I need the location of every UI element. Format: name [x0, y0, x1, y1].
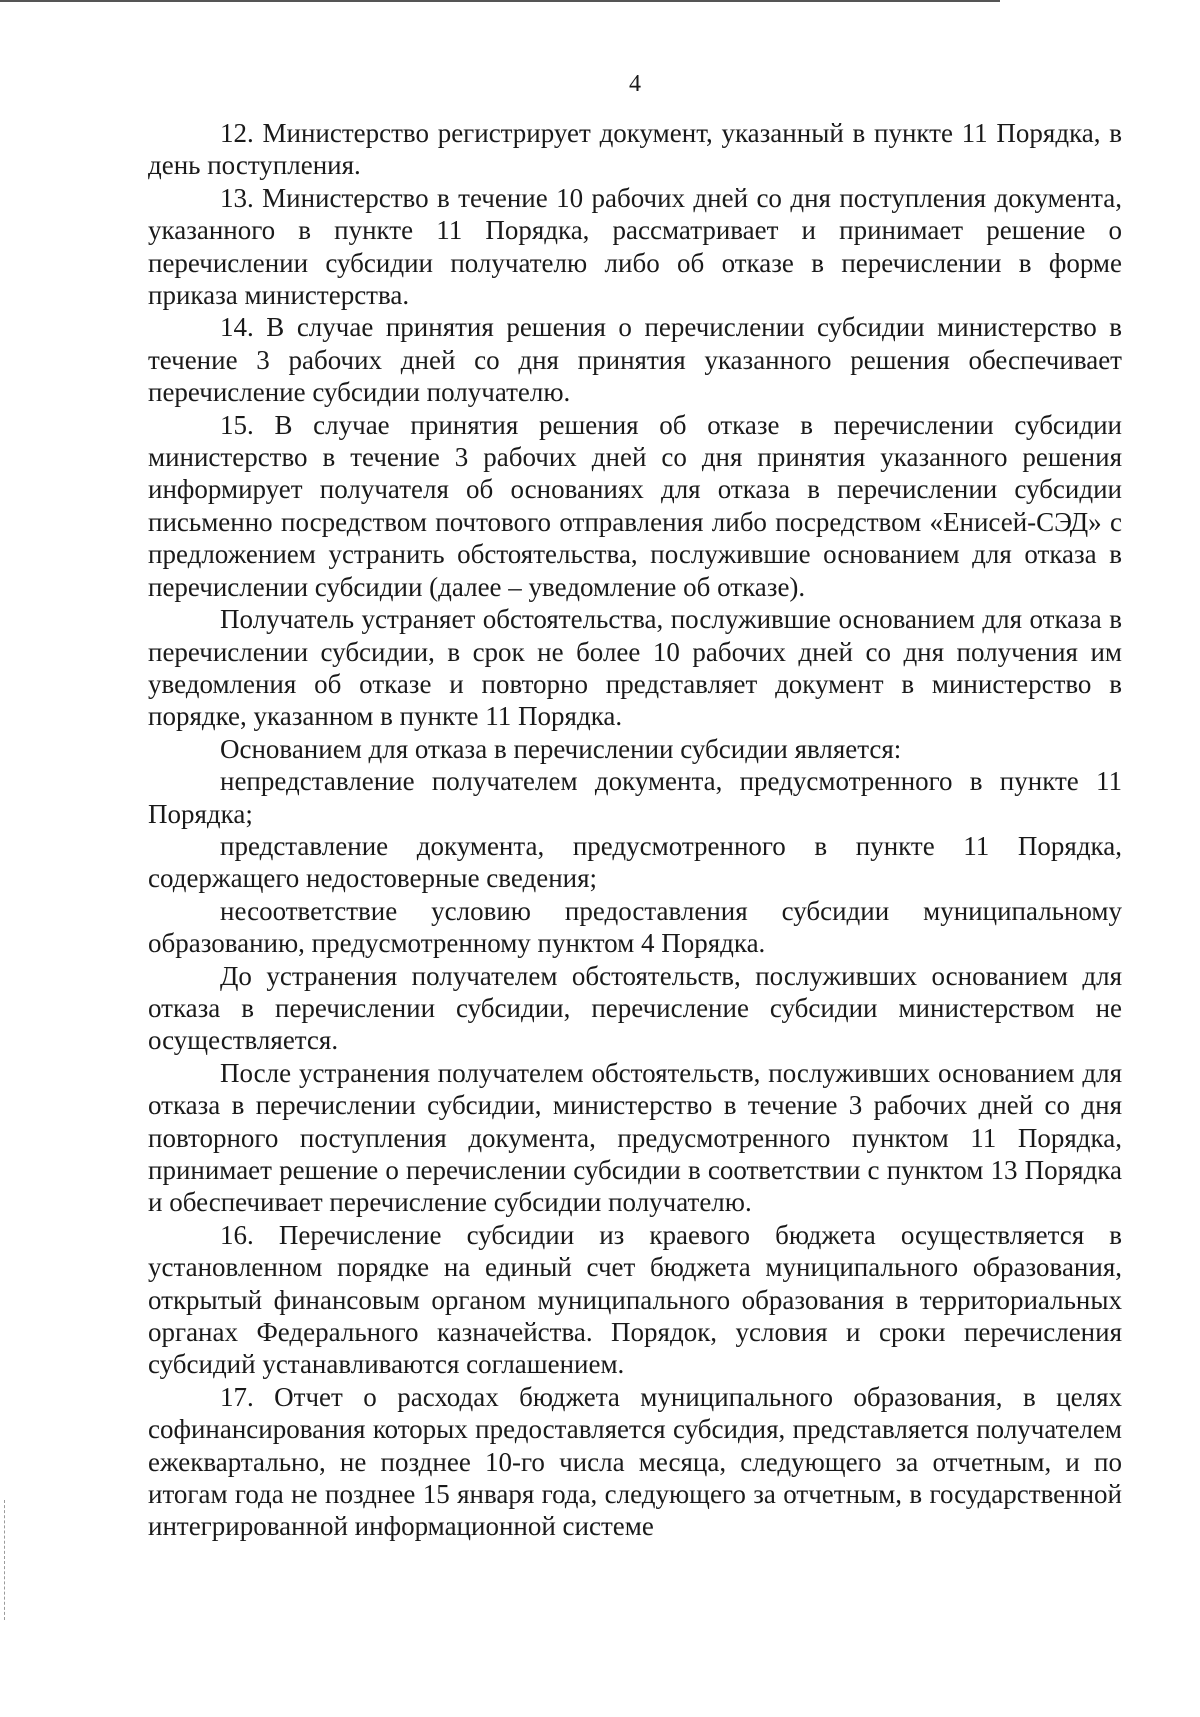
paragraph-15-ground-3: несоответствие условию предоставления субсидии муниципальному образованию, предусмотренному пунктом 4 Порядка.	[148, 895, 1122, 959]
scan-margin-marks	[4, 1500, 7, 1620]
paragraph-14: 14. В случае принятия решения о перечислении субсидии министерство в течение 3 рабочих дней со дня принятия указанного решения обеспечивает перечисление субсидии получателю.	[148, 312, 1122, 408]
document-body	[148, 117, 1122, 1543]
paragraph-17: 17. Отчет о расходах бюджета муниципального образования, в целях софинансирования которых предоставляется субсидия, представляется получателем ежеквартально, не позднее 10-го числа месяца, следующего за отчетным, и по итогам года не позднее 15 января года, следующего за отчетным, в государственной интегрированной информационной системе	[148, 1381, 1122, 1542]
paragraph-15: 15. В случае принятия решения об отказе в перечислении субсидии министерство в течение 3 рабочих дней со дня принятия указанного решения информирует получателя об основаниях для отказа в перечислении субсидии письменно посредством почтового отправления либо посредством «Енисей-СЭД» с предложением устранить обстоятельства, послужившие основанием для отказа в перечислении субсидии (далее – уведомление об отказе).	[148, 409, 1122, 602]
paragraph-15-until-removal: До устранения получателем обстоятельств, послуживших основанием для отказа в перечислении субсидии, перечисление субсидии министерством не осуществляется.	[148, 960, 1122, 1056]
paragraph-13: 13. Министерство в течение 10 рабочих дней со дня поступления документа, указанного в пункте 11 Порядка, рассматривает и принимает решение о перечислении субсидии получателю либо об отказе в перечислении в форме приказа министерства.	[148, 182, 1122, 311]
paragraph-15-ground-2: представление документа, предусмотренного в пункте 11 Порядка, содержащего недостоверные сведения;	[148, 830, 1122, 894]
scan-top-edge	[0, 0, 1000, 2]
paragraph-15-recipient: Получатель устраняет обстоятельства, послужившие основанием для отказа в перечислении субсидии, в срок не более 10 рабочих дней со дня получения им уведомления об отказе и повторно представляет документ в министерство в порядке, указанном в пункте 11 Порядка.	[148, 604, 1122, 732]
paragraph-15-ground-1: непредставление получателем документа, предусмотренного в пункте 11 Порядка;	[148, 766, 1122, 829]
paragraph-15-grounds-intro: Основанием для отказа в перечислении субсидии является:	[220, 733, 902, 764]
paragraph-16: 16. Перечисление субсидии из краевого бюджета осуществляется в установленном порядке на единый счет бюджета муниципального образования, открытый финансовым органом муниципального образования в территориальных органах Федерального казначейства. Порядок, условия и сроки перечисления субсидий устанавливаются соглашением.	[148, 1219, 1122, 1380]
paragraph-15-after-removal: После устранения получателем обстоятельств, послуживших основанием для отказа в перечислении субсидии, министерство в течение 3 рабочих дней со дня повторного поступления документа, предусмотренного пунктом 11 Порядка, принимает решение о перечислении субсидии в соответствии с пунктом 13 Порядка и обеспечивает перечисление субсидии получателю.	[148, 1057, 1122, 1218]
paragraph-12: 12. Министерство регистрирует документ, указанный в пункте 11 Порядка, в день поступления.	[148, 118, 1122, 181]
page-number: 4	[629, 71, 641, 97]
